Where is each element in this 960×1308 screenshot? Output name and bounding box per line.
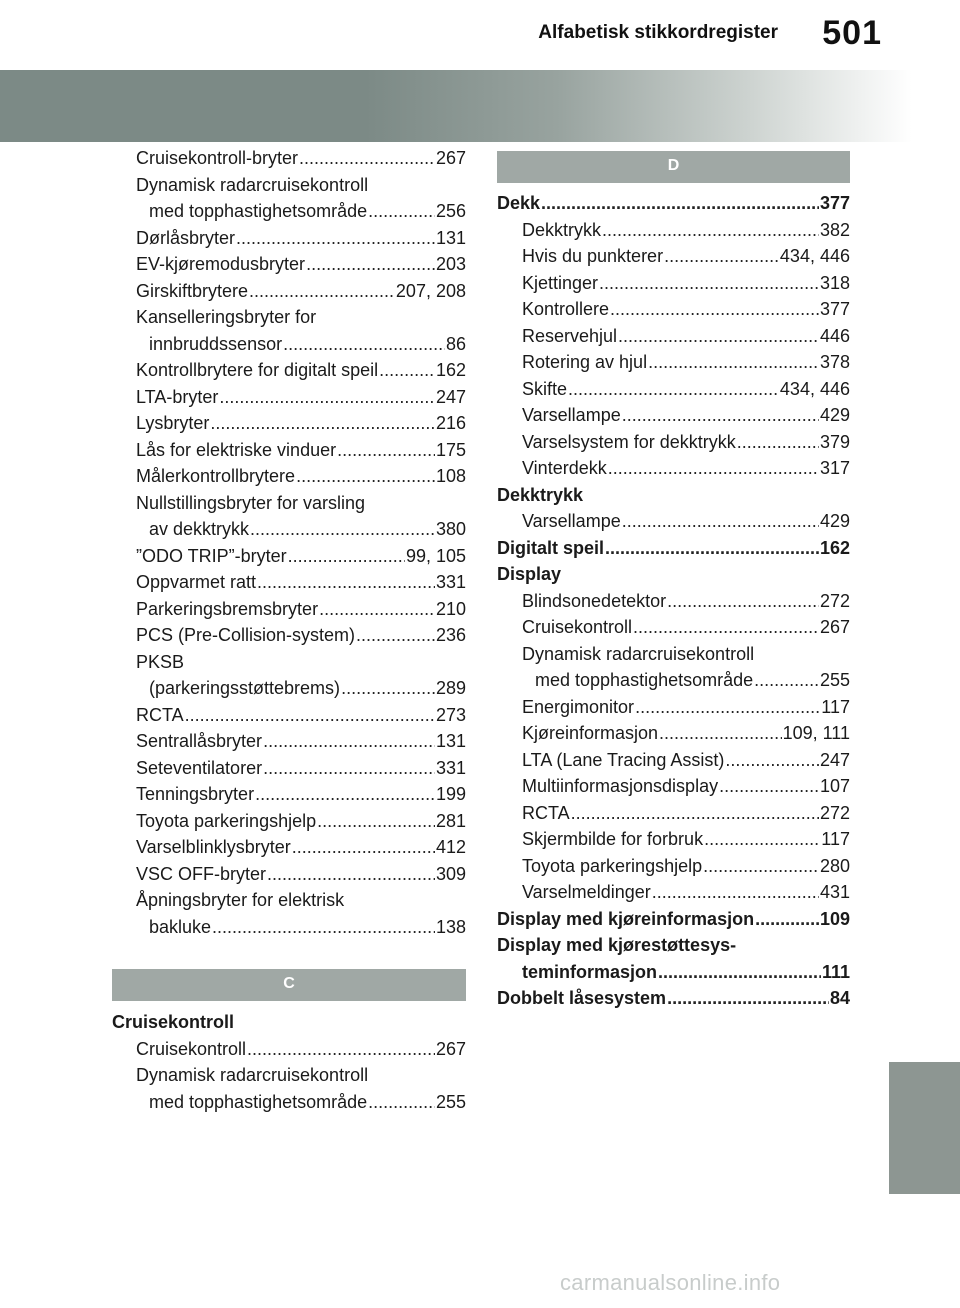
header-title: Alfabetisk stikkordregister — [538, 22, 778, 43]
dot-leader — [755, 906, 819, 933]
index-section-c — [112, 1009, 466, 1115]
entry-term: Dobbelt låsesystem — [497, 988, 667, 1008]
dot-leader — [618, 323, 819, 350]
index-entry — [497, 296, 850, 323]
entry-term: bakluke — [149, 916, 212, 937]
index-heading — [497, 190, 850, 217]
entry-term: innbruddssensor — [149, 333, 283, 354]
dot-leader — [249, 278, 395, 305]
entry-term: RCTA — [522, 802, 570, 823]
entry-term: Varsellampe — [522, 511, 621, 531]
index-entry — [497, 773, 850, 800]
dot-leader — [299, 145, 435, 172]
section-header-d: D — [497, 151, 850, 183]
entry-term: VSC OFF-bryter — [136, 863, 267, 884]
entry-term: Varsellampe — [522, 405, 621, 425]
index-entry — [497, 720, 850, 747]
index-entry — [112, 1089, 466, 1116]
entry-term: Hvis du punkterer — [522, 246, 664, 266]
page-reference: 255 — [819, 670, 850, 690]
entry-term: RCTA — [136, 704, 184, 725]
entry-term: LTA (Lane Tracing Assist) — [522, 749, 725, 770]
page-reference: 281 — [435, 810, 466, 831]
dot-leader — [341, 675, 435, 702]
index-entry — [112, 172, 466, 199]
index-entry — [112, 622, 466, 649]
page-reference: 429 — [819, 511, 850, 531]
dot-leader — [247, 1036, 435, 1063]
entry-term: EV-kjøremodusbryter — [136, 254, 306, 274]
index-heading — [497, 959, 850, 986]
dot-leader — [263, 755, 435, 782]
index-entry — [497, 588, 850, 615]
entry-term: Oppvarmet ratt — [136, 572, 257, 592]
index-entry — [112, 278, 466, 305]
entry-term: teminformasjon — [522, 961, 658, 982]
index-entry — [497, 826, 850, 853]
index-heading — [497, 906, 850, 933]
dot-leader — [667, 985, 829, 1012]
entry-term: Dynamisk radarcruisekontroll — [136, 1065, 369, 1085]
entry-term: Skjermbilde for forbruk — [522, 829, 704, 849]
entry-term: Energimonitor — [522, 696, 635, 717]
watermark: carmanualsonline.info — [560, 1270, 781, 1295]
entry-term: Lysbryter — [136, 413, 210, 433]
dot-leader — [283, 331, 445, 358]
dot-leader — [608, 455, 819, 482]
index-entry — [497, 323, 850, 350]
page-reference: 377 — [819, 193, 850, 213]
index-entry — [112, 304, 466, 331]
entry-term: Nullstillingsbryter for varsling — [136, 492, 366, 513]
index-entry — [497, 429, 850, 456]
index-entry — [112, 834, 466, 861]
page-reference: 84 — [829, 988, 850, 1008]
dot-leader — [219, 384, 435, 411]
dot-leader — [648, 349, 819, 376]
index-entry — [497, 243, 850, 270]
entry-term: Kjøreinformasjon — [522, 723, 659, 743]
dot-leader — [541, 190, 819, 217]
dot-leader — [210, 410, 435, 437]
index-heading — [497, 482, 850, 509]
index-entry — [112, 357, 466, 384]
index-section-d — [497, 190, 850, 1012]
page-reference: 377 — [819, 299, 850, 319]
index-entry — [112, 649, 466, 676]
page-number: 501 — [822, 14, 882, 52]
page-reference: 331 — [435, 757, 466, 778]
dot-leader — [633, 614, 819, 641]
entry-term: Cruisekontroll — [136, 1038, 247, 1059]
dot-leader — [368, 198, 435, 225]
entry-term: Tenningsbryter — [136, 784, 255, 804]
dot-leader — [306, 251, 435, 278]
entry-term: Cruisekontroll-bryter — [136, 148, 299, 168]
entry-term: Skifte — [522, 378, 568, 399]
page-reference: 431 — [819, 882, 850, 902]
dot-leader — [659, 720, 782, 747]
page-reference: 109 — [819, 908, 850, 929]
dot-leader — [622, 508, 819, 535]
dot-leader — [622, 402, 819, 429]
entry-term: (parkeringsstøttebrems) — [149, 678, 341, 698]
entry-term: Toyota parkeringshjelp — [522, 855, 703, 876]
page-reference: 210 — [435, 598, 466, 619]
index-entry — [497, 641, 850, 668]
index-entry — [112, 490, 466, 517]
entry-term: Reservehjul — [522, 325, 618, 346]
chapter-tab — [889, 1062, 960, 1194]
dot-leader — [737, 429, 819, 456]
index-entry — [497, 217, 850, 244]
dot-leader — [255, 781, 435, 808]
entry-term: Toyota parkeringshjelp — [136, 810, 317, 831]
page-reference: 131 — [435, 227, 466, 248]
index-entry — [497, 614, 850, 641]
page-reference: 380 — [435, 519, 466, 539]
index-entry — [112, 675, 466, 702]
page-reference: 111 — [821, 961, 850, 982]
index-heading — [497, 985, 850, 1012]
dot-leader — [212, 914, 435, 941]
page-reference: 162 — [819, 537, 850, 558]
page-reference: 378 — [819, 352, 850, 372]
index-entry — [112, 410, 466, 437]
page-reference: 138 — [435, 916, 466, 937]
page-reference: 247 — [435, 386, 466, 407]
page-reference: 412 — [435, 837, 466, 857]
entry-term: Sentrallåsbryter — [136, 731, 263, 751]
index-entry — [497, 376, 850, 403]
index-entry — [112, 596, 466, 623]
page-reference: 267 — [435, 148, 466, 168]
dot-leader — [368, 1089, 435, 1116]
index-entry — [497, 667, 850, 694]
dot-leader — [667, 588, 819, 615]
page-reference: 289 — [435, 678, 466, 698]
index-entry — [497, 747, 850, 774]
index-entry — [497, 800, 850, 827]
index-entry — [497, 879, 850, 906]
entry-term: Seteventilatorer — [136, 757, 263, 778]
index-entry — [112, 437, 466, 464]
index-entry — [112, 781, 466, 808]
page-reference: 434, 446 — [779, 378, 850, 399]
entry-term: Dekktrykk — [522, 219, 602, 240]
entry-term: PCS (Pre-Collision-system) — [136, 625, 356, 645]
entry-term: Åpningsbryter for elektrisk — [136, 890, 345, 910]
dot-leader — [288, 543, 405, 570]
dot-leader — [635, 694, 820, 721]
dot-leader — [257, 569, 435, 596]
entry-term: Lås for elektriske vinduer — [136, 439, 337, 460]
page-reference: 207, 208 — [395, 280, 466, 301]
index-entry — [112, 331, 466, 358]
index-entry — [497, 508, 850, 535]
entry-term: Blindsonedetektor — [522, 590, 667, 611]
page-reference: 273 — [435, 704, 466, 725]
index-entry — [497, 270, 850, 297]
page-reference: 429 — [819, 405, 850, 425]
dot-leader — [337, 437, 435, 464]
entry-term: Display med kjøreinformasjon — [497, 908, 755, 929]
index-entry — [112, 887, 466, 914]
dot-leader — [250, 516, 435, 543]
page-reference: 317 — [819, 458, 850, 478]
dot-leader — [296, 463, 435, 490]
page-reference: 318 — [819, 272, 850, 293]
dot-leader — [599, 270, 819, 297]
entry-term: Varselmeldinger — [522, 882, 651, 902]
page-reference: 446 — [819, 325, 850, 346]
entry-term: Parkeringsbremsbryter — [136, 598, 319, 619]
entry-term: Dynamisk radarcruisekontroll — [522, 643, 755, 664]
page-reference: 117 — [821, 696, 850, 717]
index-entry — [497, 349, 850, 376]
index-entry — [112, 198, 466, 225]
index-column-left — [112, 145, 466, 940]
entry-term: Kontrollbrytere for digitalt speil — [136, 360, 379, 380]
entry-term: med topphastighetsområde — [149, 1091, 368, 1112]
index-entry — [497, 455, 850, 482]
header-banner — [0, 70, 960, 142]
page-reference: 99, 105 — [405, 545, 466, 566]
page-reference: 117 — [821, 829, 850, 849]
index-entry — [112, 384, 466, 411]
entry-term: Multiinformasjonsdisplay — [522, 776, 719, 796]
entry-term: Kjettinger — [522, 272, 599, 293]
dot-leader — [658, 959, 821, 986]
entry-term: LTA-bryter — [136, 386, 219, 407]
entry-term: Cruisekontroll — [112, 1012, 235, 1032]
entry-term: Dørlåsbryter — [136, 227, 236, 248]
entry-term: Cruisekontroll — [522, 617, 633, 637]
dot-leader — [704, 826, 820, 853]
index-heading — [497, 535, 850, 562]
page-reference: 309 — [435, 863, 466, 884]
page-reference: 379 — [819, 431, 850, 452]
entry-term: Display — [497, 564, 562, 584]
index-entry — [112, 755, 466, 782]
entry-term: med topphastighetsområde — [535, 670, 754, 690]
page-reference: 216 — [435, 413, 466, 433]
dot-leader — [652, 879, 819, 906]
index-entry — [497, 402, 850, 429]
index-entry — [112, 728, 466, 755]
page-reference: 247 — [819, 749, 850, 770]
index-entry — [497, 694, 850, 721]
dot-leader — [185, 702, 435, 729]
page-reference: 86 — [445, 333, 466, 354]
index-entry — [112, 569, 466, 596]
entry-term: Målerkontrollbrytere — [136, 466, 296, 486]
dot-leader — [703, 853, 819, 880]
dot-leader — [568, 376, 779, 403]
index-entry — [112, 516, 466, 543]
page-reference: 203 — [435, 254, 466, 274]
dot-leader — [263, 728, 435, 755]
entry-term: Dekk — [497, 193, 541, 213]
dot-leader — [356, 622, 435, 649]
entry-term: PKSB — [136, 651, 185, 672]
index-entry — [112, 145, 466, 172]
dot-leader — [719, 773, 819, 800]
page-reference: 199 — [435, 784, 466, 804]
page-reference: 256 — [435, 201, 466, 221]
page-reference: 162 — [435, 360, 466, 380]
index-entry — [112, 251, 466, 278]
page-reference: 255 — [435, 1091, 466, 1112]
dot-leader — [317, 808, 435, 835]
dot-leader — [610, 296, 819, 323]
page-reference: 131 — [435, 731, 466, 751]
dot-leader — [664, 243, 779, 270]
entry-term: Girskiftbrytere — [136, 280, 249, 301]
entry-term: med topphastighetsområde — [149, 201, 368, 221]
dot-leader — [267, 861, 435, 888]
index-entry — [112, 543, 466, 570]
page-reference: 434, 446 — [779, 246, 850, 266]
page-reference: 175 — [435, 439, 466, 460]
page-reference: 236 — [435, 625, 466, 645]
index-entry — [112, 914, 466, 941]
entry-term: ”ODO TRIP”-bryter — [136, 545, 287, 566]
page-reference: 272 — [819, 590, 850, 611]
entry-term: Kontrollere — [522, 299, 610, 319]
entry-term: Kanselleringsbryter for — [136, 307, 317, 327]
dot-leader — [236, 225, 435, 252]
entry-term: Display med kjørestøttesys- — [497, 935, 737, 955]
entry-term: Dynamisk radarcruisekontroll — [136, 174, 369, 195]
index-entry — [497, 853, 850, 880]
dot-leader — [725, 747, 819, 774]
entry-term: Dekktrykk — [497, 484, 584, 505]
page-reference: 382 — [819, 219, 850, 240]
index-entry — [112, 808, 466, 835]
dot-leader — [754, 667, 819, 694]
index-heading — [497, 932, 850, 959]
index-entry — [112, 861, 466, 888]
entry-term: Rotering av hjul — [522, 352, 648, 372]
dot-leader — [571, 800, 819, 827]
page-reference: 107 — [819, 776, 850, 796]
entry-term: Vinterdekk — [522, 458, 607, 478]
page-reference: 109, 111 — [782, 723, 850, 743]
page-reference: 280 — [819, 855, 850, 876]
index-entry — [112, 463, 466, 490]
dot-leader — [379, 357, 435, 384]
index-heading — [112, 1009, 466, 1036]
entry-term: Varselsystem for dekktrykk — [522, 431, 736, 452]
page-reference: 331 — [435, 572, 466, 592]
dot-leader — [292, 834, 435, 861]
page-reference: 267 — [435, 1038, 466, 1059]
page-reference: 272 — [819, 802, 850, 823]
entry-term: Varselblinklysbryter — [136, 837, 291, 857]
entry-term: Digitalt speil — [497, 537, 605, 558]
index-entry — [112, 1036, 466, 1063]
index-entry — [112, 225, 466, 252]
index-entry — [112, 1062, 466, 1089]
dot-leader — [605, 535, 819, 562]
dot-leader — [602, 217, 819, 244]
page-reference: 267 — [819, 617, 850, 637]
dot-leader — [319, 596, 435, 623]
index-entry — [112, 702, 466, 729]
page-reference: 108 — [435, 466, 466, 486]
section-header-c: C — [112, 969, 466, 1001]
entry-term: av dekktrykk — [149, 519, 250, 539]
index-heading — [497, 561, 850, 588]
